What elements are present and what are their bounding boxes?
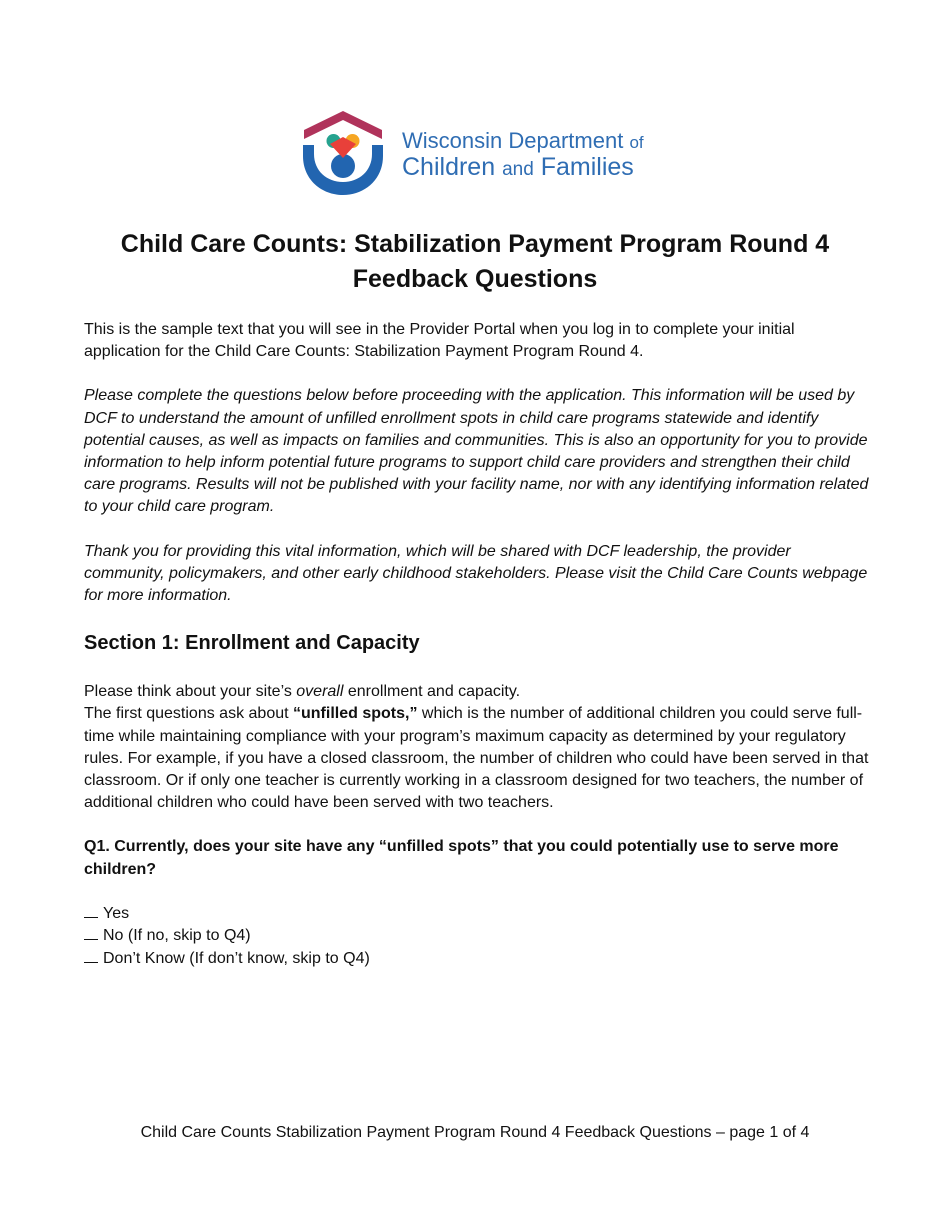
- option-dont-know[interactable]: [84, 948, 874, 970]
- option-yes[interactable]: [84, 903, 874, 925]
- option-label: No (If no, skip to Q4): [103, 927, 251, 945]
- option-label: Yes: [103, 904, 130, 922]
- desc-after: which is the number of additional children you could serve full-time while maintaining compliance with your program’s maximum capacity as determined by your regulatory rules. For example, if you have a closed classroom, the number of children who could have been served in that classroom. Or if only one teacher is currently working in a classroom designed for two teachers, the number of additional children who could have been served with two teachers.: [84, 705, 869, 812]
- logo-org-line1-suffix: of: [629, 133, 644, 152]
- dcf-wordmark: [402, 130, 644, 180]
- intro-paragraph: This is the sample text that you will see in the Provider Portal when you log in to complete your initial application for the Child Care Counts: Stabilization Payment Program Round 4.: [84, 321, 795, 361]
- desc-before: The first questions ask about: [84, 705, 293, 723]
- section-1-heading: Section 1: Enrollment and Capacity: [84, 632, 420, 655]
- desc-bold-term: “unfilled spots,”: [293, 705, 418, 723]
- answer-blank[interactable]: [84, 926, 98, 940]
- page-footer: Child Care Counts Stabilization Payment Program Round 4 Feedback Questions – page 1 of 4: [140, 1124, 810, 1141]
- answer-blank[interactable]: [84, 949, 98, 963]
- document-body: [84, 319, 874, 970]
- dcf-house-family-icon: [300, 108, 386, 198]
- think-emphasis: overall: [296, 683, 344, 701]
- section-1-description: [84, 703, 874, 814]
- think-before: Please think about your site’s: [84, 683, 297, 701]
- section-1-think-line: [84, 681, 874, 703]
- title-line-1: Child Care Counts: Stabilization Payment Program Round 4: [120, 230, 830, 258]
- logo-families: Families: [540, 153, 634, 181]
- option-label: Don’t Know (If don’t know, skip to Q4): [103, 949, 370, 967]
- question-1: Q1. Currently, does your site have any “unfilled spots” that you could potentially use to serve more children?: [84, 838, 839, 878]
- logo-org-line1: Wisconsin Department: [402, 128, 624, 153]
- dcf-logo: [300, 108, 660, 200]
- option-no[interactable]: [84, 925, 874, 947]
- logo-and: and: [502, 159, 534, 180]
- instructions-paragraph: Please complete the questions below before proceeding with the application. This information will be used by DCF to understand the amount of unfilled enrollment spots in child care programs statewide and identify potential causes, as well as impacts on families and communities. This is also an opportunity for you to provide information to help inform potential future programs to support child care providers and strengthen their child care programs. Results will not be published with your facility name, nor with any identifying information related to your child care program.: [84, 387, 869, 516]
- think-after: enrollment and capacity.: [343, 683, 521, 701]
- question-1-options: [84, 903, 874, 970]
- logo-children: Children: [402, 153, 496, 181]
- answer-blank[interactable]: [84, 904, 98, 918]
- title-line-2: Feedback Questions: [352, 265, 598, 293]
- thank-you-paragraph: Thank you for providing this vital information, which will be shared with DCF leadership, the provider community, policymakers, and other early childhood stakeholders. Please visit the Child Care Counts webpage for more information.: [84, 542, 868, 605]
- document-title: [40, 227, 910, 297]
